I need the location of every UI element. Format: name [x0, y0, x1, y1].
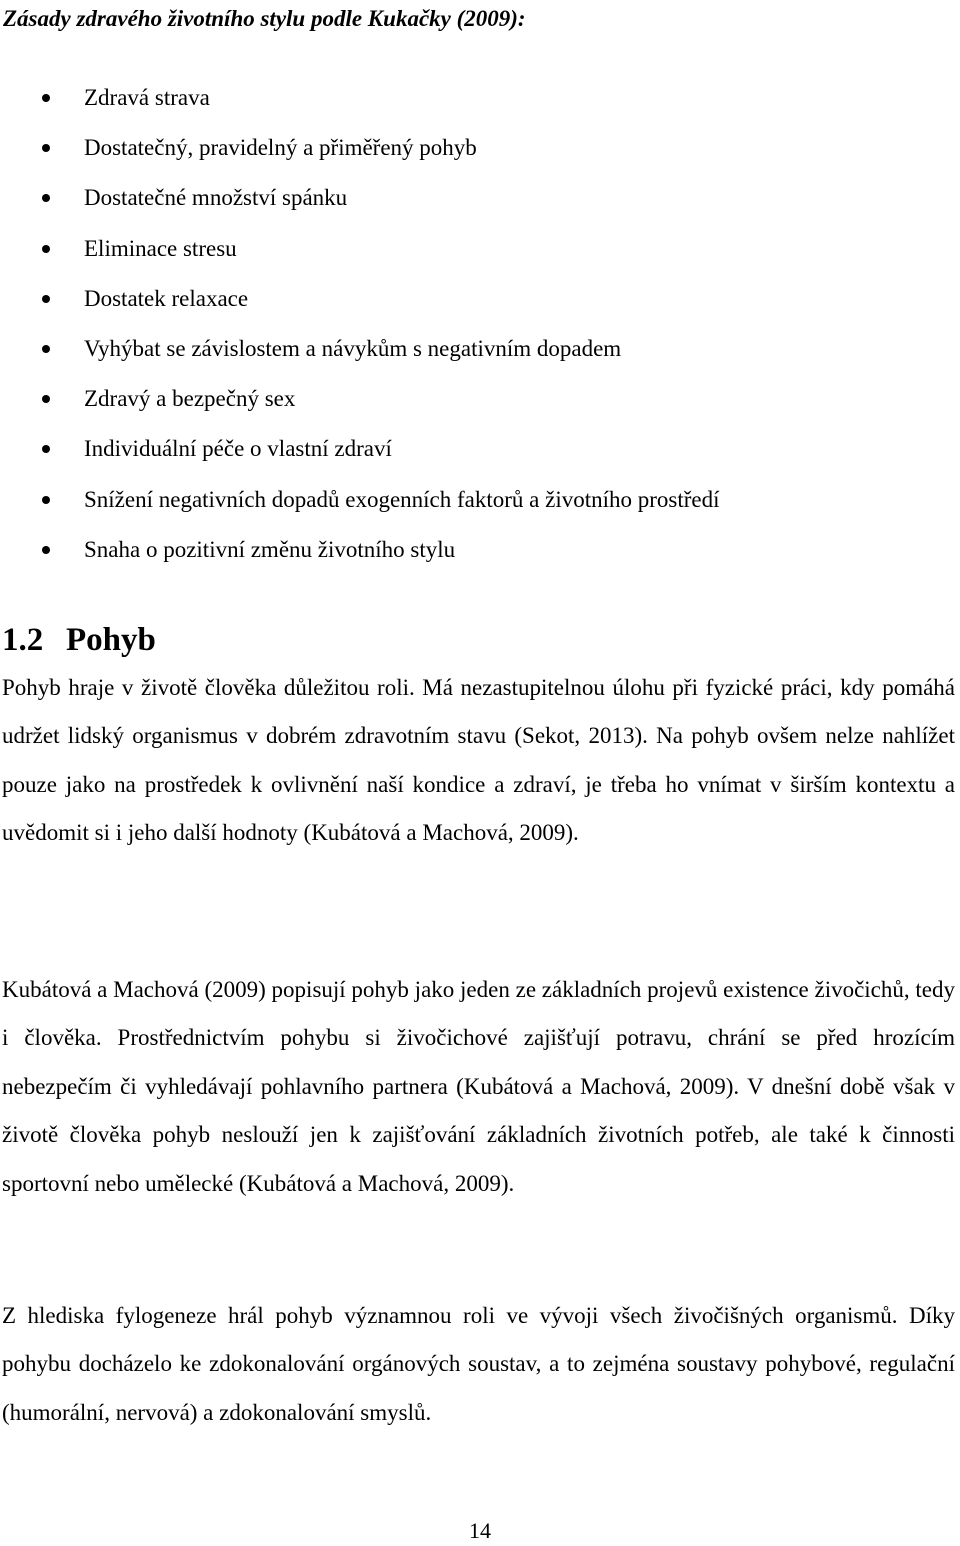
bullet-icon [42, 245, 50, 253]
bullet-icon [42, 295, 50, 303]
list-item-text: Snížení negativních dopadů exogenních faktorů a životního prostředí [84, 486, 720, 512]
body-paragraph: Pohyb hraje v životě člověka důležitou roli. Má nezastupitelnou úlohu při fyzické práci, kdy pomáhá udržet lidský organismus v dobrém zdravotním stavu (Sekot, 2013). Na pohyb ovšem nelze nahlížet pouze jako na prostředek k ovlivnění naší kondice a zdraví, je třeba ho vnímat v širším kontextu a uvědomit si i jeho další hodnoty (Kubátová a Machová, 2009). [2, 675, 955, 846]
page-number: 14 [469, 1518, 491, 1543]
list-item [0, 331, 960, 381]
list-item-text: Snaha o pozitivní změnu životního stylu [84, 536, 456, 562]
body-paragraph: Z hlediska fylogeneze hrál pohyb významnou roli ve vývoji všech živočišných organismů. Díky pohybu docházelo ke zdokonalování orgánových soustav, a to zejména soustavy pohybové, regulační (humorální, nervová) a zdokonalování smyslů. [2, 1303, 955, 1425]
list-item-text: Zdravý a bezpečný sex [84, 386, 296, 412]
list-item-text: Vyhýbat se závislostem a návykům s negativním dopadem [84, 335, 622, 361]
list-item-text: Individuální péče o vlastní zdraví [84, 436, 392, 462]
bullet-icon [42, 395, 50, 403]
list-item-text: Dostatek relaxace [84, 285, 249, 311]
list-item [0, 381, 960, 431]
section-number: 1.2 [2, 622, 44, 658]
list-item [0, 532, 960, 582]
list-item [0, 130, 960, 180]
bullet-icon [42, 144, 50, 152]
list-item [0, 80, 960, 130]
section-title: Pohyb [66, 622, 156, 658]
list-item [0, 231, 960, 281]
list-item [0, 431, 960, 481]
list-item [0, 482, 960, 532]
principles-heading: Zásady zdravého životního stylu podle Kukačky (2009): [3, 6, 526, 31]
bullet-icon [42, 345, 50, 353]
section-heading [2, 618, 156, 662]
list-item [0, 281, 960, 331]
list-item-text: Eliminace stresu [84, 235, 237, 261]
bullet-icon [42, 496, 50, 504]
bullet-icon [42, 194, 50, 202]
bullet-icon [42, 94, 50, 102]
list-item-text: Dostatečné množství spánku [84, 185, 348, 211]
list-item-text: Zdravá strava [84, 85, 210, 110]
list-item [0, 180, 960, 230]
principles-list [0, 80, 960, 582]
body-paragraph: Kubátová a Machová (2009) popisují pohyb jako jeden ze základních projevů existence živočichů, tedy i člověka. Prostřednictvím pohybu si živočichové zajišťují potravu, chrání se před hrozícím nebezpečím či vyhledávají pohlavního partnera (Kubátová a Machová, 2009). V dnešní době však v životě člověka pohyb neslouží jen k zajišťování základních životních potřeb, ale také k činnosti sportovní nebo umělecké (Kubátová a Machová, 2009). [2, 977, 955, 1196]
bullet-icon [42, 546, 50, 554]
list-item-text: Dostatečný, pravidelný a přiměřený pohyb [84, 135, 477, 161]
bullet-icon [42, 445, 50, 453]
